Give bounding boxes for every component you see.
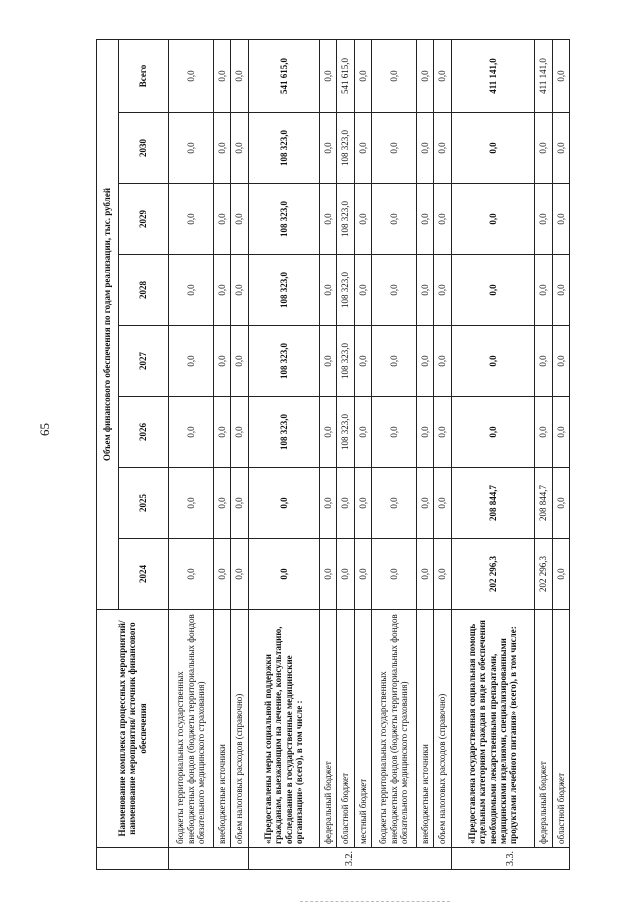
row-value: 0,0 xyxy=(372,326,417,397)
row-value: 0,0 xyxy=(248,539,319,610)
row-value: 0,0 xyxy=(169,39,214,112)
header-year: 2029 xyxy=(119,184,169,255)
table-row xyxy=(372,39,417,869)
row-value: 0,0 xyxy=(320,539,337,610)
row-value: 0,0 xyxy=(434,397,451,468)
row-name: областной бюджет xyxy=(552,610,569,848)
row-value: 0,0 xyxy=(213,255,230,326)
header-year: 2025 xyxy=(119,468,169,539)
header-name: Наименование комплекса процессных мероприятий/наименование мероприятия/ источник финансового обеспечения xyxy=(97,610,169,848)
row-value: 0,0 xyxy=(169,468,214,539)
row-value: 0,0 xyxy=(416,397,433,468)
row-value: 0,0 xyxy=(231,326,248,397)
row-value: 108 323,0 xyxy=(248,326,319,397)
table-row xyxy=(434,39,451,869)
row-value: 0,0 xyxy=(320,39,337,112)
header-year: Всего xyxy=(119,39,169,112)
row-value: 0,0 xyxy=(354,39,371,112)
row-value: 0,0 xyxy=(169,326,214,397)
row-value: 0,0 xyxy=(552,113,569,184)
row-value: 0,0 xyxy=(320,326,337,397)
table-row xyxy=(320,39,337,869)
row-index: 3.3. xyxy=(451,848,569,870)
row-value: 202 296,3 xyxy=(535,539,552,610)
row-value: 0,0 xyxy=(372,539,417,610)
row-name: внебюджетные источники xyxy=(416,610,433,848)
row-value: 0,0 xyxy=(354,113,371,184)
row-value: 0,0 xyxy=(434,113,451,184)
row-value: 0,0 xyxy=(552,255,569,326)
row-value: 108 323,0 xyxy=(337,255,354,326)
row-value: 0,0 xyxy=(434,184,451,255)
row-value: 0,0 xyxy=(169,184,214,255)
row-value: 0,0 xyxy=(320,397,337,468)
row-value: 0,0 xyxy=(213,468,230,539)
row-value: 411 141,0 xyxy=(451,39,535,112)
row-value: 0,0 xyxy=(434,468,451,539)
row-name: «Предоставлена государственная социальная помощь отдельным категориям граждан в виде их обеспечения необходимыми лекарственными препаратами, медицинскими изделиями, специализированными продуктами лечебного питания» (всего), в том числе: xyxy=(451,610,535,848)
row-value: 0,0 xyxy=(213,39,230,112)
row-value: 0,0 xyxy=(231,468,248,539)
row-value: 108 323,0 xyxy=(337,184,354,255)
row-value: 0,0 xyxy=(535,184,552,255)
rotated-table-container xyxy=(96,40,570,870)
row-name: бюджеты территориальных государственных внебюджетных фондов (бюджеты территориальных фондов обязательного медицинского страхования) xyxy=(372,610,417,848)
page-number: 65 xyxy=(37,423,52,436)
row-value: 0,0 xyxy=(416,255,433,326)
row-value: 0,0 xyxy=(354,184,371,255)
row-value: 108 323,0 xyxy=(337,113,354,184)
table-row xyxy=(169,39,214,869)
row-value: 0,0 xyxy=(354,255,371,326)
row-value: 0,0 xyxy=(434,326,451,397)
row-value: 0,0 xyxy=(535,326,552,397)
row-value: 0,0 xyxy=(416,539,433,610)
row-value: 0,0 xyxy=(213,184,230,255)
header-index-cell xyxy=(97,848,169,870)
row-value: 0,0 xyxy=(451,397,535,468)
row-value: 0,0 xyxy=(372,397,417,468)
row-value: 0,0 xyxy=(552,326,569,397)
row-value: 0,0 xyxy=(451,326,535,397)
table-row xyxy=(416,39,433,869)
row-index: 3.2. xyxy=(248,848,451,870)
row-value: 0,0 xyxy=(354,326,371,397)
row-value: 0,0 xyxy=(372,468,417,539)
row-name: федеральный бюджет xyxy=(535,610,552,848)
header-year: 2026 xyxy=(119,397,169,468)
row-value: 0,0 xyxy=(451,113,535,184)
row-value: 0,0 xyxy=(169,397,214,468)
row-value: 0,0 xyxy=(213,113,230,184)
row-value: 0,0 xyxy=(372,255,417,326)
row-value: 0,0 xyxy=(213,539,230,610)
row-value: 0,0 xyxy=(231,113,248,184)
table-row xyxy=(552,39,569,869)
row-value: 0,0 xyxy=(354,539,371,610)
row-value: 0,0 xyxy=(535,397,552,468)
row-value: 0,0 xyxy=(213,326,230,397)
row-value: 0,0 xyxy=(372,113,417,184)
row-value: 0,0 xyxy=(552,39,569,112)
header-year: 2028 xyxy=(119,255,169,326)
row-value: 0,0 xyxy=(416,113,433,184)
row-value: 108 323,0 xyxy=(248,113,319,184)
row-value: 0,0 xyxy=(416,184,433,255)
header-group: Объем финансового обеспечения по годам реализации, тыс. рублей xyxy=(97,39,119,609)
row-name: «Предоставлены меры социальной поддержки гражданам, выезжающим на лечение, консультацию, обследование в государственные медицинские организации» (всего), в том числе : xyxy=(248,610,319,848)
row-value: 0,0 xyxy=(231,397,248,468)
row-value: 0,0 xyxy=(372,39,417,112)
row-value: 0,0 xyxy=(535,255,552,326)
header-year: 2030 xyxy=(119,113,169,184)
row-index xyxy=(169,848,249,870)
header-year: 2027 xyxy=(119,326,169,397)
row-value: 0,0 xyxy=(354,397,371,468)
row-value: 0,0 xyxy=(552,468,569,539)
table-row xyxy=(231,39,248,869)
table-row xyxy=(354,39,371,869)
row-value: 0,0 xyxy=(552,184,569,255)
row-value: 0,0 xyxy=(231,184,248,255)
financing-table xyxy=(96,39,570,870)
row-value: 0,0 xyxy=(248,468,319,539)
row-value: 0,0 xyxy=(535,113,552,184)
row-name: федеральный бюджет xyxy=(320,610,337,848)
row-value: 108 323,0 xyxy=(337,397,354,468)
header-year: 2024 xyxy=(119,539,169,610)
row-name: бюджеты территориальных государственных внебюджетных фондов (бюджеты территориальных фондов обязательного медицинского страхования) xyxy=(169,610,214,848)
row-value: 411 141,0 xyxy=(535,39,552,112)
page-bottom-rule xyxy=(300,901,450,902)
row-value: 541 615,0 xyxy=(337,39,354,112)
row-value: 541 615,0 xyxy=(248,39,319,112)
table-row xyxy=(248,39,319,869)
row-value: 0,0 xyxy=(169,113,214,184)
row-name: местный бюджет xyxy=(354,610,371,848)
row-value: 0,0 xyxy=(416,468,433,539)
row-value: 0,0 xyxy=(231,539,248,610)
row-value: 202 296,3 xyxy=(451,539,535,610)
row-value: 0,0 xyxy=(169,539,214,610)
row-value: 0,0 xyxy=(320,468,337,539)
row-value: 0,0 xyxy=(434,255,451,326)
row-value: 0,0 xyxy=(320,184,337,255)
table-row xyxy=(451,39,535,869)
row-value: 208 844,7 xyxy=(535,468,552,539)
row-value: 0,0 xyxy=(231,39,248,112)
row-name: объем налоговых расходов (справочно) xyxy=(434,610,451,848)
row-value: 0,0 xyxy=(416,39,433,112)
row-value: 0,0 xyxy=(552,539,569,610)
row-value: 0,0 xyxy=(354,468,371,539)
row-value: 0,0 xyxy=(231,255,248,326)
row-value: 0,0 xyxy=(337,539,354,610)
row-name: внебюджетные источники xyxy=(213,610,230,848)
row-value: 108 323,0 xyxy=(248,255,319,326)
row-name: областной бюджет xyxy=(337,610,354,848)
row-value: 108 323,0 xyxy=(248,184,319,255)
row-value: 0,0 xyxy=(320,255,337,326)
row-value: 0,0 xyxy=(372,184,417,255)
row-value: 0,0 xyxy=(337,468,354,539)
row-name: объем налоговых расходов (справочно) xyxy=(231,610,248,848)
row-value: 0,0 xyxy=(434,39,451,112)
row-value: 0,0 xyxy=(434,539,451,610)
table-row xyxy=(337,39,354,869)
row-value: 0,0 xyxy=(213,397,230,468)
row-value: 0,0 xyxy=(451,184,535,255)
row-value: 108 323,0 xyxy=(248,397,319,468)
row-value: 208 844,7 xyxy=(451,468,535,539)
row-value: 0,0 xyxy=(320,113,337,184)
row-value: 0,0 xyxy=(552,397,569,468)
table-row xyxy=(535,39,552,869)
table-row xyxy=(213,39,230,869)
row-value: 108 323,0 xyxy=(337,326,354,397)
row-value: 0,0 xyxy=(169,255,214,326)
row-value: 0,0 xyxy=(416,326,433,397)
row-value: 0,0 xyxy=(451,255,535,326)
